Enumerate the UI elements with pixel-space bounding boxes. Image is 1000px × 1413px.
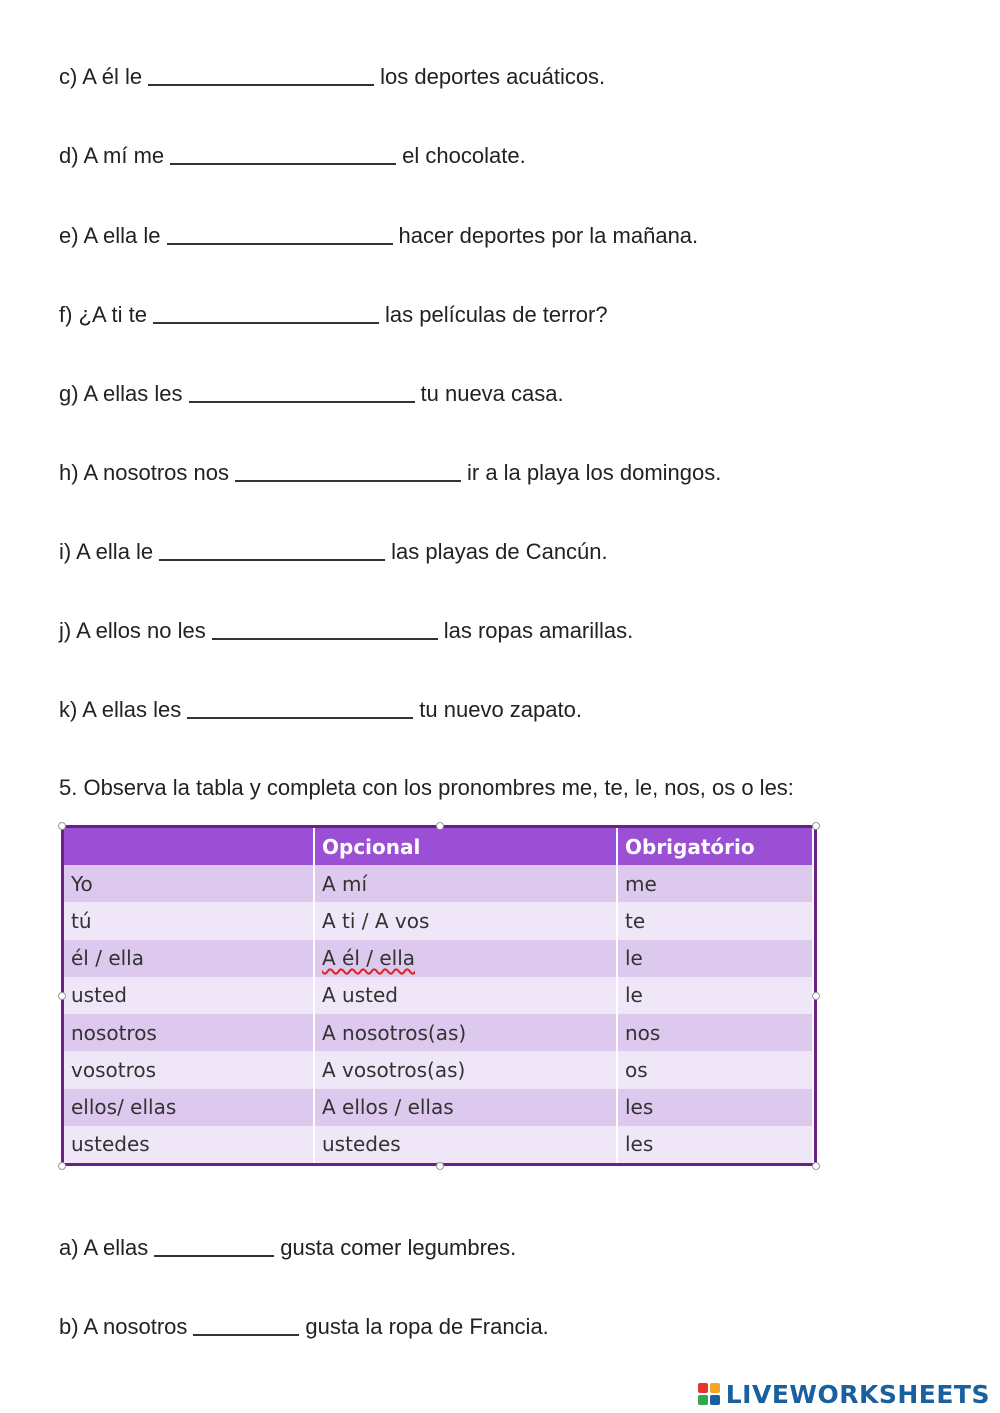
resize-handle — [436, 1162, 444, 1170]
table-cell: él / ella — [64, 940, 314, 977]
table-header-cell: Obrigatório — [617, 828, 813, 865]
table-cell: usted — [64, 977, 314, 1014]
answer-blank-a[interactable] — [154, 1233, 274, 1257]
answer-blank-c[interactable] — [148, 62, 374, 86]
answer-blank-i[interactable] — [159, 537, 385, 561]
exercise-c: c) A él le los deportes acuáticos. — [59, 64, 606, 89]
table-cell: os — [617, 1051, 813, 1088]
table-cell: Yo — [64, 865, 314, 902]
answer-blank-j[interactable] — [212, 616, 438, 640]
table-header-cell — [64, 828, 314, 865]
section-5-heading: 5. Observa la tabla y completa con los pronombres me, te, le, nos, os o les: — [59, 775, 794, 800]
table-cell: A ti / A vos — [314, 902, 617, 939]
table-row — [64, 977, 813, 1014]
resize-handle — [58, 992, 66, 1000]
table-cell: tú — [64, 902, 314, 939]
exercise-h: h) A nosotros nos ir a la playa los domingos. — [59, 460, 722, 485]
logo-text: LIVEWORKSHEETS — [725, 1379, 990, 1409]
resize-handle — [812, 822, 820, 830]
exercise-g: g) A ellas les tu nueva casa. — [59, 381, 564, 406]
table-cell: nos — [617, 1014, 813, 1051]
table-cell: les — [617, 1089, 813, 1126]
table-cell: les — [617, 1126, 813, 1163]
exercise-b: b) A nosotros gusta la ropa de Francia. — [59, 1314, 549, 1339]
logo-square-red — [698, 1383, 708, 1393]
table-row — [64, 940, 813, 977]
table-header-cell: Opcional — [314, 828, 617, 865]
resize-handle — [812, 1162, 820, 1170]
table-header-row — [64, 828, 813, 865]
table-row — [64, 1089, 813, 1126]
answer-blank-d[interactable] — [170, 141, 396, 165]
logo-icon — [698, 1383, 720, 1405]
exercise-k: k) A ellas les tu nuevo zapato. — [59, 697, 582, 722]
resize-handle — [436, 822, 444, 830]
exercise-j: j) A ellos no les las ropas amarillas. — [59, 618, 634, 643]
table-cell: A mí — [314, 865, 617, 902]
logo-square-blue — [710, 1395, 720, 1405]
table-cell: ustedes — [314, 1126, 617, 1163]
logo-square-green — [698, 1395, 708, 1405]
exercise-e: e) A ella le hacer deportes por la mañana. — [59, 223, 699, 248]
table-cell: me — [617, 865, 813, 902]
logo-square-orange — [710, 1383, 720, 1393]
table-cell: ustedes — [64, 1126, 314, 1163]
table-cell: A ellos / ellas — [314, 1089, 617, 1126]
pronoun-table — [61, 825, 817, 1166]
table-cell: le — [617, 977, 813, 1014]
table-cell: te — [617, 902, 813, 939]
liveworksheets-logo — [698, 1376, 990, 1412]
resize-handle — [812, 992, 820, 1000]
answer-blank-k[interactable] — [187, 695, 413, 719]
resize-handle — [58, 822, 66, 830]
table-cell: le — [617, 940, 813, 977]
table-cell: A usted — [314, 977, 617, 1014]
table-row — [64, 865, 813, 902]
table-cell: A vosotros(as) — [314, 1051, 617, 1088]
resize-handle — [58, 1162, 66, 1170]
table-cell: ellos/ ellas — [64, 1089, 314, 1126]
answer-blank-h[interactable] — [235, 458, 461, 482]
answer-blank-f[interactable] — [153, 300, 379, 324]
table-cell: nosotros — [64, 1014, 314, 1051]
answer-blank-e[interactable] — [167, 221, 393, 245]
answer-blank-b[interactable] — [193, 1312, 299, 1336]
table-cell: vosotros — [64, 1051, 314, 1088]
table-row — [64, 1014, 813, 1051]
table-row — [64, 1051, 813, 1088]
table-cell: A nosotros(as) — [314, 1014, 617, 1051]
exercise-a: a) A ellas gusta comer legumbres. — [59, 1235, 517, 1260]
exercise-i: i) A ella le las playas de Cancún. — [59, 539, 608, 564]
exercise-f: f) ¿A ti te las películas de terror? — [59, 302, 608, 327]
table-row — [64, 1126, 813, 1163]
answer-blank-g[interactable] — [189, 379, 415, 403]
exercise-d: d) A mí me el chocolate. — [59, 143, 526, 168]
table-row — [64, 902, 813, 939]
table-cell: A él / ella — [314, 940, 617, 977]
